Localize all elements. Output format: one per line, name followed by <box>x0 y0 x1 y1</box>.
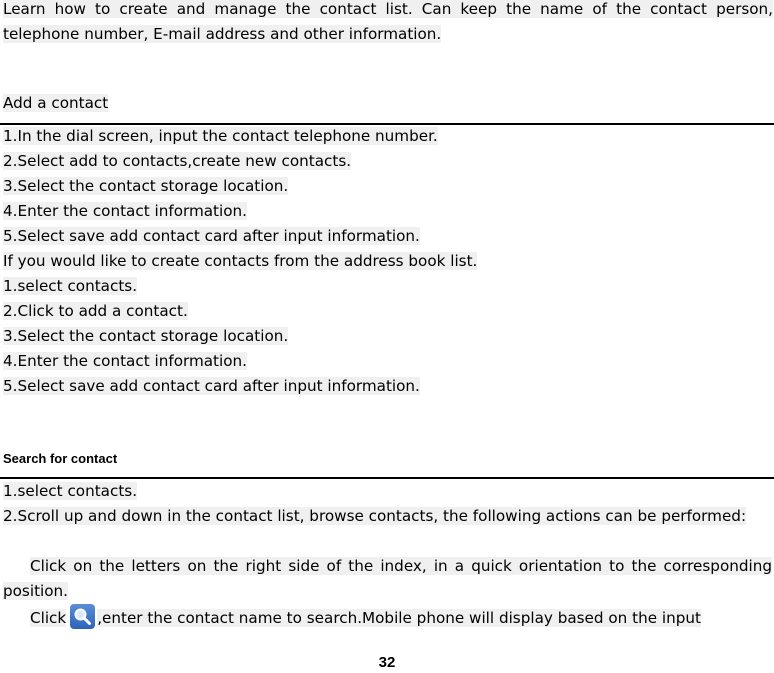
step-text: 2.Scroll up and down in the contact list, browse contacts, the following actions can be performed: <box>3 507 747 525</box>
list-item <box>0 479 774 504</box>
step-text: 2.Select add to contacts,create new contacts. <box>3 152 352 170</box>
search-icon <box>70 604 95 629</box>
list-item <box>0 124 774 149</box>
step-text: 4.Enter the contact information. <box>3 202 247 220</box>
step-text: 3.Select the contact storage location. <box>3 177 289 195</box>
step-text: 2.Click to add a contact. <box>3 302 188 320</box>
intro-line-1 <box>3 0 773 22</box>
add-contact-steps <box>0 124 774 399</box>
intro-text-1: Learn how to create and manage the contact list. Can keep the name of the contact person, <box>3 0 773 18</box>
search-contact-steps <box>0 479 774 631</box>
list-item <box>0 374 774 399</box>
step-text: 1.In the dial screen, input the contact telephone number. <box>3 127 438 145</box>
add-contact-heading <box>3 91 108 115</box>
step-text-suffix: ,enter the contact name to search.Mobile phone will display based on the input <box>97 609 701 627</box>
intro-line-2 <box>3 22 773 47</box>
list-item <box>0 299 774 324</box>
step-text: Click on the letters on the right side of the index, in a quick orientation to the corresponding position. <box>3 557 772 600</box>
list-item <box>0 224 774 249</box>
step-text: 5.Select save add contact card after input information. <box>3 377 420 395</box>
step-text: 5.Select save add contact card after input information. <box>3 227 420 245</box>
page-number: 32 <box>378 654 396 671</box>
add-contact-heading-text: Add a contact <box>3 94 109 112</box>
intro-paragraph <box>3 0 773 47</box>
list-item <box>0 274 774 299</box>
intro-text-2: telephone number, E-mail address and other information. <box>3 25 442 43</box>
step-text: 1.select contacts. <box>3 277 138 295</box>
list-item <box>0 149 774 174</box>
step-text-prefix: Click <box>30 609 67 627</box>
list-item <box>0 174 774 199</box>
search-contact-heading: Search for contact <box>3 451 118 466</box>
list-item <box>0 249 774 274</box>
list-item <box>0 504 774 554</box>
list-item <box>0 199 774 224</box>
list-item <box>0 349 774 374</box>
step-text: 3.Select the contact storage location. <box>3 327 289 345</box>
list-item <box>0 604 774 631</box>
step-text: If you would like to create contacts from the address book list. <box>3 252 478 270</box>
list-item <box>0 324 774 349</box>
step-text: 1.select contacts. <box>3 482 138 500</box>
step-text: 4.Enter the contact information. <box>3 352 247 370</box>
list-item <box>0 554 774 604</box>
